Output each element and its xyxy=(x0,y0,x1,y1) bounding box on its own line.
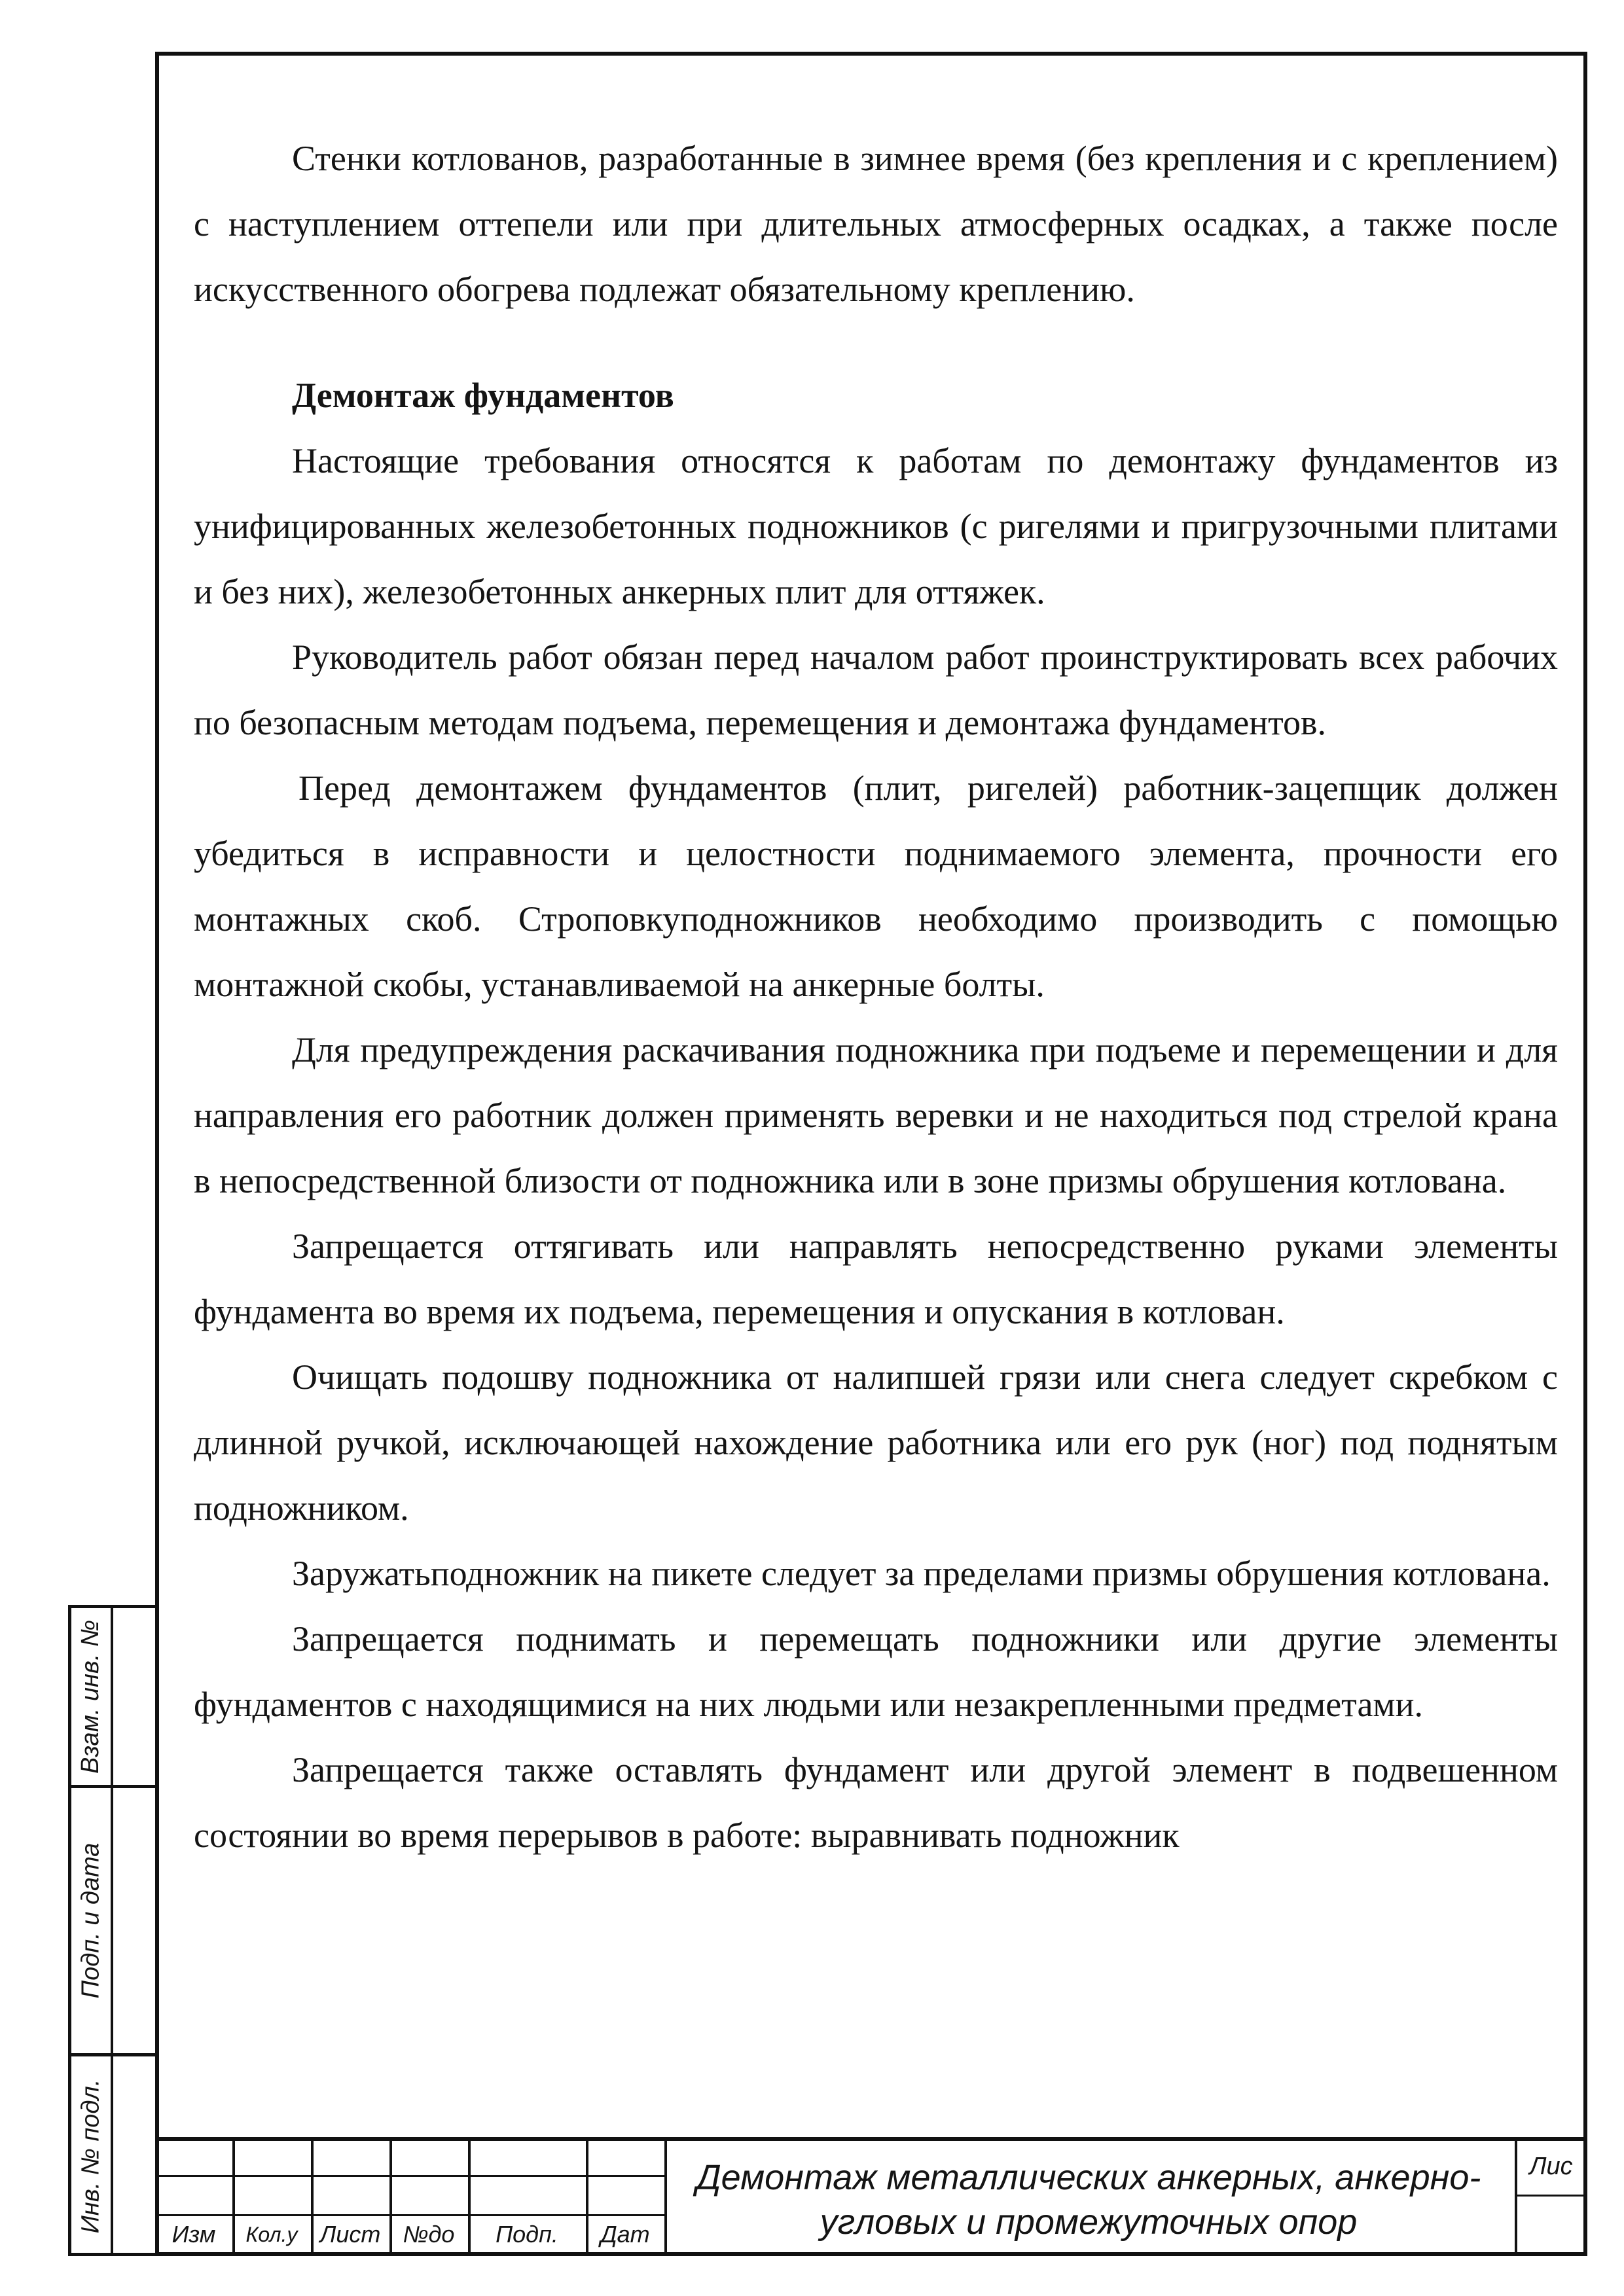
vzam-label: Взам. инв. № xyxy=(77,1619,105,1774)
section-heading: Демонтаж фундаментов xyxy=(292,376,674,415)
tb-header-podp: Подп. xyxy=(496,2221,558,2248)
inv-cell xyxy=(71,2056,111,2256)
paragraph: Заружатьподножник на пикете следует за пределами призмы обрушения котлована. xyxy=(292,1554,1551,1593)
paragraph: Для предупреждения раскачивания подножника при подъеме и перемещении и для направления его работник должен применять веревки и не находиться под стрелой крана в непосредственной близости от подножника или в зоне призмы обрушения котлована. xyxy=(194,1030,1558,1200)
tb-row-line xyxy=(155,2175,664,2177)
vzam-cell xyxy=(71,1608,111,1785)
tb-row-line xyxy=(1515,2195,1587,2197)
inv-label: Инв. № подл. xyxy=(77,2079,105,2234)
paragraph: Запрещается поднимать и перемещать подножники или другие элементы фундаментов с находящимися на них людьми или незакрепленными предметами. xyxy=(194,1619,1558,1724)
document-body xyxy=(194,126,1558,1868)
title-block xyxy=(155,2137,1587,2256)
document-title: Демонтаж металлических анкерных, анкерно-угловых и промежуточных опор xyxy=(696,2158,1481,2242)
tb-header-kol: Кол.у xyxy=(245,2222,298,2246)
podp-cell xyxy=(71,1788,111,2053)
tb-header-izm: Изм xyxy=(171,2221,216,2248)
podp-label: Подп. и дата xyxy=(77,1842,105,1999)
tb-header-list: Лист xyxy=(319,2221,381,2248)
side-stamp xyxy=(68,1605,155,2256)
tb-header-data: Дат xyxy=(600,2221,650,2248)
paragraph: Очищать подошву подножника от налипшей грязи или снега следует скребком с длинной ручкой, исключающей нахождение работника или его рук (ног) под поднятым подножником. xyxy=(194,1357,1558,1528)
paragraph: Настоящие требования относятся к работам по демонтажу фундаментов из унифицированных железобетонных подножников (с ригелями и пригрузочными плитами и без них), железобетонных анкерных плит для оттяжек. xyxy=(194,441,1558,611)
side-stamp-divider xyxy=(111,1608,113,2253)
paragraph: Запрещается оттягивать или направлять непосредственно руками элементы фундамента во время их подъема, перемещения и опускания в котлован. xyxy=(194,1227,1558,1331)
paragraph: Запрещается также оставлять фундамент или другой элемент в подвешенном состоянии во время перерывов в работе: выравнивать подножник xyxy=(194,1750,1558,1855)
tb-header-ndok: №до xyxy=(403,2221,455,2248)
tb-row-line xyxy=(155,2214,664,2216)
sheet-label: Лис xyxy=(1529,2153,1573,2180)
paragraph: Стенки котлованов, разработанные в зимнее время (без крепления и с креплением) с наступлением оттепели или при длительных атмосферных осадках, а также после искусственного обогрева подлежат обязательному креплению. xyxy=(194,139,1558,309)
paragraph: Руководитель работ обязан перед началом работ проинструктировать всех рабочих по безопасным методам подъема, перемещения и демонтажа фундаментов. xyxy=(194,637,1558,742)
paragraph: Перед демонтажем фундаментов (плит, ригелей) работник-зацепщик должен убедиться в исправности и целостности поднимаемого элемента, прочности его монтажных скоб. Строповкуподножников необходимо производить с помощью монтажной скобы, устанавливаемой на анкерные болты. xyxy=(194,768,1558,1004)
